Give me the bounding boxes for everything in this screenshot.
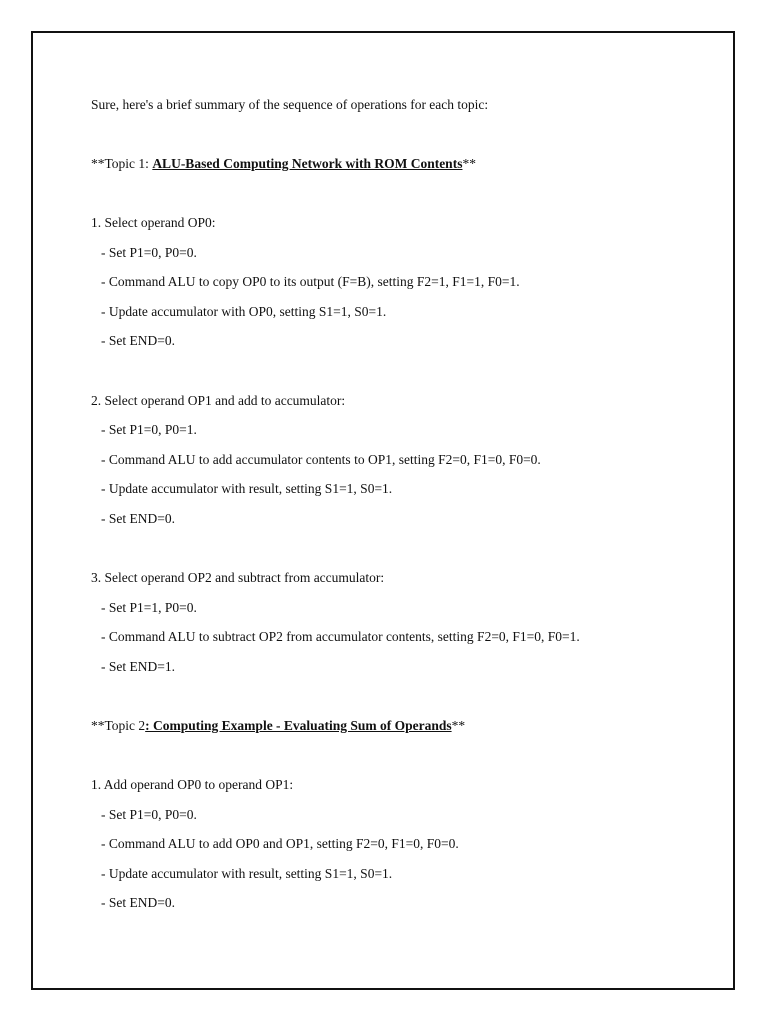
topic-2-step-1-title: 1. Add operand OP0 to operand OP1: (91, 777, 294, 792)
topic-1-step-3-item: - Set END=1. (101, 659, 175, 674)
topic-1-step-2-item: - Set END=0. (101, 511, 175, 526)
topic-1-step-1-title: 1. Select operand OP0: (91, 215, 216, 230)
topic-1-step-1-item: - Set P1=0, P0=0. (101, 245, 197, 260)
topic-2-prefix: **Topic 2 (91, 718, 146, 733)
topic-1-step-1-item: - Update accumulator with OP0, setting S1=1, S0=1. (101, 304, 387, 319)
topic-2-heading (91, 718, 465, 734)
topic-1-step-1-item: - Set END=0. (101, 333, 175, 348)
topic-2-step-1-item: - Command ALU to add OP0 and OP1, setting F2=0, F1=0, F0=0. (101, 836, 459, 851)
topic-1-step-3-item: - Command ALU to subtract OP2 from accumulator contents, setting F2=0, F1=0, F0=1. (101, 629, 580, 644)
topic-1-step-2-item: - Update accumulator with result, setting S1=1, S0=1. (101, 481, 393, 496)
topic-1-suffix: ** (462, 156, 476, 171)
document-content (33, 33, 733, 988)
intro-text: Sure, here's a brief summary of the sequence of operations for each topic: (91, 97, 489, 112)
topic-1-step-2-item: - Command ALU to add accumulator contents to OP1, setting F2=0, F1=0, F0=0. (101, 452, 541, 467)
topic-2-step-1-item: - Set P1=0, P0=0. (101, 807, 197, 822)
topic-1-step-1-item: - Command ALU to copy OP0 to its output (F=B), setting F2=1, F1=1, F0=1. (101, 274, 520, 289)
topic-1-step-2-item: - Set P1=0, P0=1. (101, 422, 197, 437)
topic-1-title: ALU-Based Computing Network with ROM Contents (152, 156, 463, 171)
topic-1-step-3-title: 3. Select operand OP2 and subtract from accumulator: (91, 570, 385, 585)
topic-2-step-1-item: - Set END=0. (101, 895, 175, 910)
topic-1-heading (91, 156, 476, 172)
document-page (31, 31, 735, 990)
topic-1-step-3-item: - Set P1=1, P0=0. (101, 600, 197, 615)
topic-2-suffix: ** (451, 718, 466, 733)
topic-2-step-1-item: - Update accumulator with result, setting S1=1, S0=1. (101, 866, 393, 881)
topic-2-title: : Computing Example - Evaluating Sum of Operands (145, 718, 452, 733)
topic-1-prefix: **Topic 1: (91, 156, 153, 171)
topic-1-step-2-title: 2. Select operand OP1 and add to accumulator: (91, 393, 346, 408)
